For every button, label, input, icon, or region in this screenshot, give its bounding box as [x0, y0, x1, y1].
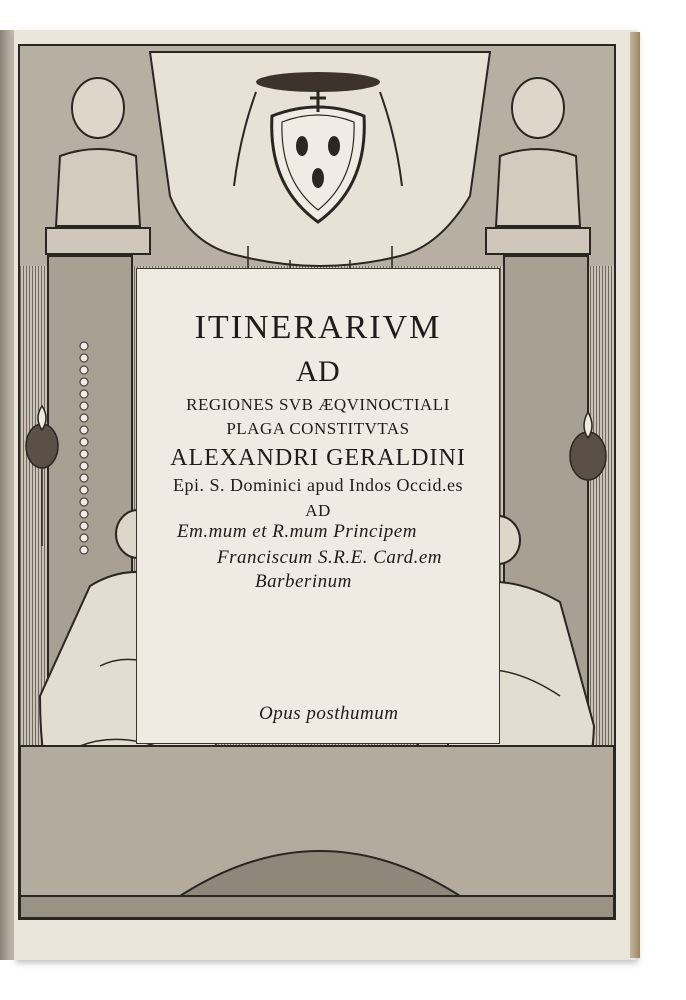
author-name: ALEXANDRI GERALDINI: [170, 445, 466, 471]
subtitle-line-1: REGIONES SVB ÆQVINOCTIALI: [186, 395, 450, 414]
author-title: Epi. S. Dominici apud Indos Occid.es: [173, 475, 463, 495]
colophon: Opus posthumum: [259, 703, 399, 724]
dedication-ad: AD: [305, 501, 331, 520]
title-ad: AD: [295, 355, 341, 388]
base-step: [20, 896, 614, 918]
subtitle-line-2: PLAGA CONSTITVTAS: [226, 419, 410, 438]
dedication-line-2: Franciscum S.R.E. Card.em: [217, 547, 442, 568]
title-tablet: [136, 268, 500, 744]
book-page-edge: [630, 32, 640, 958]
dedication-line-1: Em.mum et R.mum Principem: [177, 521, 417, 542]
dedication-line-3: Barberinum: [255, 571, 352, 592]
cardinal-hat-icon: [256, 72, 380, 92]
engraved-frontispiece: [18, 44, 616, 920]
book-title: ITINERARIVM: [194, 309, 442, 346]
